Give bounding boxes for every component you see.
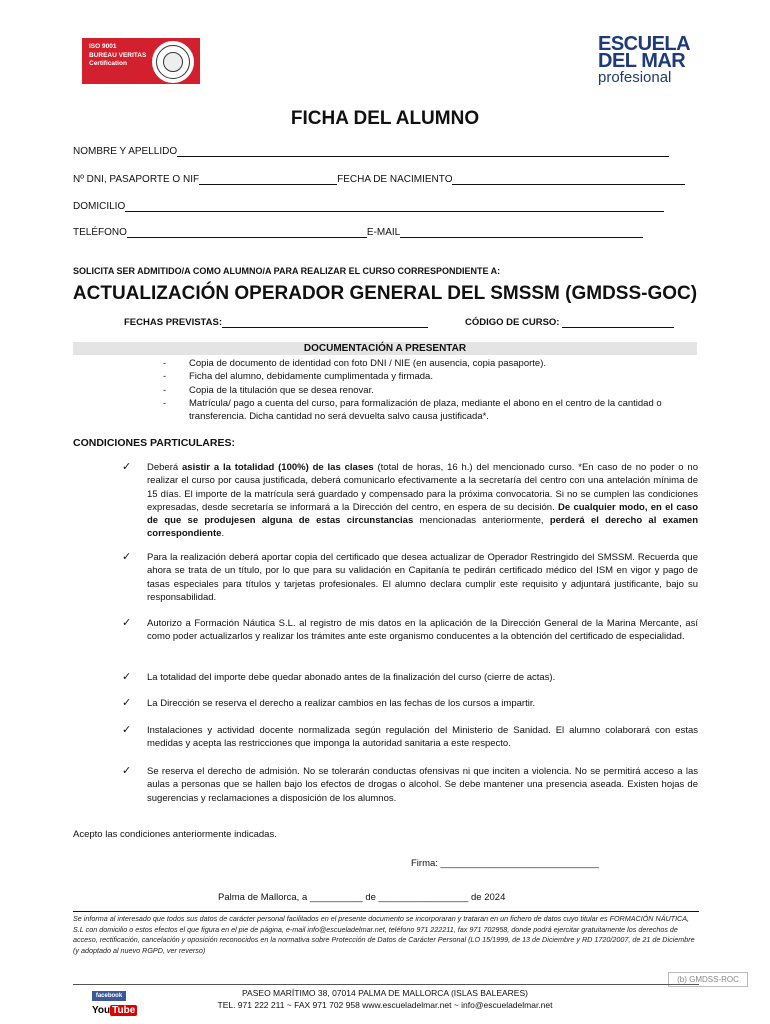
condition-item: ✓ Para la realización deberá aportar copia del certificado que desea actualizar de Operador Restringido del SMSSM. Recuerda que ahora se trata de un título, por lo que para su validación en Capitanía te pedirán certificado médico del ISM en vigor y pago de tasas especiales para títulos y tarjetas profesionales. El alumno declara cumplir este requisito y adjuntará justificante, bajo su responsabilidad. <box>122 551 698 603</box>
field-dni-label: Nº DNI, PASAPORTE O NIF <box>73 174 200 185</box>
footer-address: PASEO MARÍTIMO 38, 07014 PALMA DE MALLORCA (ISLAS BALEARES) <box>242 988 528 998</box>
solicita-text: SOLICITA SER ADMITIDO/A COMO ALUMNO/A PARA REALIZAR EL CURSO CORRESPONDIENTE A: <box>73 266 501 276</box>
field-nombre-label: NOMBRE Y APELLIDO <box>73 146 178 157</box>
fechas-label: FECHAS PREVISTAS: <box>124 317 223 328</box>
school-logo <box>598 33 708 86</box>
list-item: - Matrícula/ pago a cuenta del curso, para formalización de plaza, mediante el abono en el centro de la cantidad o transferencia. Dicha cantidad no será devuelta salvo causa justificada*. <box>163 397 662 423</box>
field-dni[interactable] <box>73 173 685 185</box>
list-item: - Copia de la titulación que se desea renovar. <box>163 384 374 396</box>
field-nacimiento-line[interactable] <box>452 173 685 185</box>
bureau-veritas-seal-icon <box>152 41 194 83</box>
documentation-heading: DOCUMENTACIÓN A PRESENTAR <box>73 342 697 355</box>
school-logo-line-3: profesional <box>598 69 672 86</box>
page-title: FICHA DEL ALUMNO <box>290 108 480 129</box>
condition-item: ✓ Autorizo a Formación Náutica S.L. al registro de mis datos en la aplicación de la Dirección General de la Marina Mercante, así como poder actualizarlos y realizar los trámites ante este organismo conducentes a la obtención del certificado de especialidad. <box>122 617 698 643</box>
field-email-line[interactable] <box>400 226 643 238</box>
codigo-line[interactable] <box>562 317 674 328</box>
field-dni-line[interactable] <box>199 173 337 185</box>
field-nombre[interactable] <box>73 145 669 157</box>
signature-field[interactable]: Firma: ______________________________ <box>411 858 600 869</box>
list-item: - Ficha del alumno, debidamente cumplimentada y firmada. <box>163 371 433 383</box>
fechas-previstas[interactable] <box>124 317 428 328</box>
checkmark-icon: ✓ <box>122 671 132 683</box>
place-date-field[interactable]: Palma de Mallorca, a __________ de _________________ de 2024 <box>218 892 506 903</box>
list-item: - Copia de documento de identidad con foto DNI / NIE (en ausencia, copia pasaporte). <box>163 358 546 369</box>
field-telefono-label: TELÉFONO <box>73 227 127 238</box>
youtube-icon[interactable]: You Tube <box>92 1005 136 1016</box>
field-domicilio-label: DOMICILIO <box>73 201 126 212</box>
field-domicilio[interactable] <box>73 200 664 212</box>
condition-item: ✓ La Dirección se reserva el derecho a realizar cambios en las fechas de los cursos a impartir. <box>122 697 536 709</box>
checkmark-icon: ✓ <box>122 551 132 563</box>
cert-line-3: Certification <box>89 60 127 67</box>
certification-logo <box>82 38 200 84</box>
fechas-line[interactable] <box>222 317 428 328</box>
cert-line-1: ISO 9001 <box>89 43 117 50</box>
condition-item: ✓ Deberá asistir a la totalidad (100%) de las clases (total de horas, 16 h.) del mencionado curso. *En caso de no poder o no realizar el curso por causa justificada, deberá comunicarlo efectivamente a la secretaría del centro con una antelación mínima de 15 días. El importe de la matrícula será guardado y compensado para la próxima convocatoria. Si no se cumplen las condiciones expresadas, desde secretaría se informará a la Dirección del centro, en espera de su decisión. De cualquier modo, en el caso de que se produjesen alguna de estas circunstancias mencionadas anteriormente, perderá el derecho al examen correspondiente. <box>122 461 698 540</box>
conditions-heading: CONDICIONES PARTICULARES: <box>73 437 235 449</box>
field-nacimiento-label: FECHA DE NACIMIENTO <box>337 174 453 185</box>
school-logo-line-1: ESCUELA <box>598 33 691 55</box>
footer-divider <box>73 984 699 985</box>
checkmark-icon: ✓ <box>122 617 132 629</box>
checkmark-icon: ✓ <box>122 697 132 709</box>
checkmark-icon: ✓ <box>122 724 132 736</box>
codigo-label: CÓDIGO DE CURSO: <box>465 317 560 328</box>
field-nombre-line[interactable] <box>177 145 669 157</box>
checkmark-icon: ✓ <box>122 461 132 473</box>
condition-item: ✓ La totalidad del importe debe quedar abonado antes de la finalización del curso (cierre de actas). <box>122 671 556 683</box>
facebook-icon[interactable]: facebook <box>92 991 126 1001</box>
acceptance-text: Acepto las condiciones anteriormente indicadas. <box>73 829 277 840</box>
course-title: ACTUALIZACIÓN OPERADOR GENERAL DEL SMSSM (GMDSS-GOC) <box>72 283 698 304</box>
checkmark-icon: ✓ <box>122 765 132 777</box>
codigo-curso[interactable] <box>465 317 674 328</box>
cert-line-2: BUREAU VERITAS <box>89 51 147 59</box>
field-domicilio-line[interactable] <box>125 200 664 212</box>
school-logo-line-2: DEL MAR <box>598 50 686 72</box>
field-email-label: E-MAIL <box>366 227 401 238</box>
condition-item: ✓ Instalaciones y actividad docente normalizada según regulación del Ministerio de Sanidad. El alumno colaborará con estas medidas y acepta las restricciones que imponga la autoridad sanitaria a este respecto. <box>122 724 698 750</box>
privacy-notice: Se informa al interesado que todos sus datos de carácter personal facilitados en el presente documento se incorporaran y trataran en un fichero de datos cuyo titular es FORMACIÓN NÁUTICA, S.L con domicilio o estos efectos el que figura en el pie de página, e-mail info@escueladelmar.net, teléfono 971 222211, fax 971 702958, donde podrá ejercitar gratuitamente los derechos de acceso, rectificación, cancelación y oposición reconocidos en la normativa sobre Protección de Datos de Carácter Personal (LO 15/1999, de 13 de Diciembre y RD 1720/2007, de 21 de Diciembre (y adoptado al nuevo RGPD, ver reverso) <box>73 914 695 955</box>
divider <box>73 911 699 912</box>
footer-contact: TEL. 971 222 211 ~ FAX 971 702 958 www.escueladelmar.net ~ info@escueladelmar.net <box>217 1000 553 1010</box>
document-code: (b) GMDSS-ROC <box>668 972 748 987</box>
condition-item: ✓ Se reserva el derecho de admisión. No se tolerarán conductas ofensivas ni que inciten a violencia. No se permitirá acceso a las aulas a personas que se hallen bajo los efectos de drogas o alcohol. Se debe mantener una presencia aseada. Existen hojas de sugerencias y reclamaciones a disposición de los alumnos. <box>122 765 698 804</box>
field-telefono[interactable] <box>73 226 643 238</box>
field-telefono-line[interactable] <box>127 226 367 238</box>
documentation-list <box>163 357 703 423</box>
